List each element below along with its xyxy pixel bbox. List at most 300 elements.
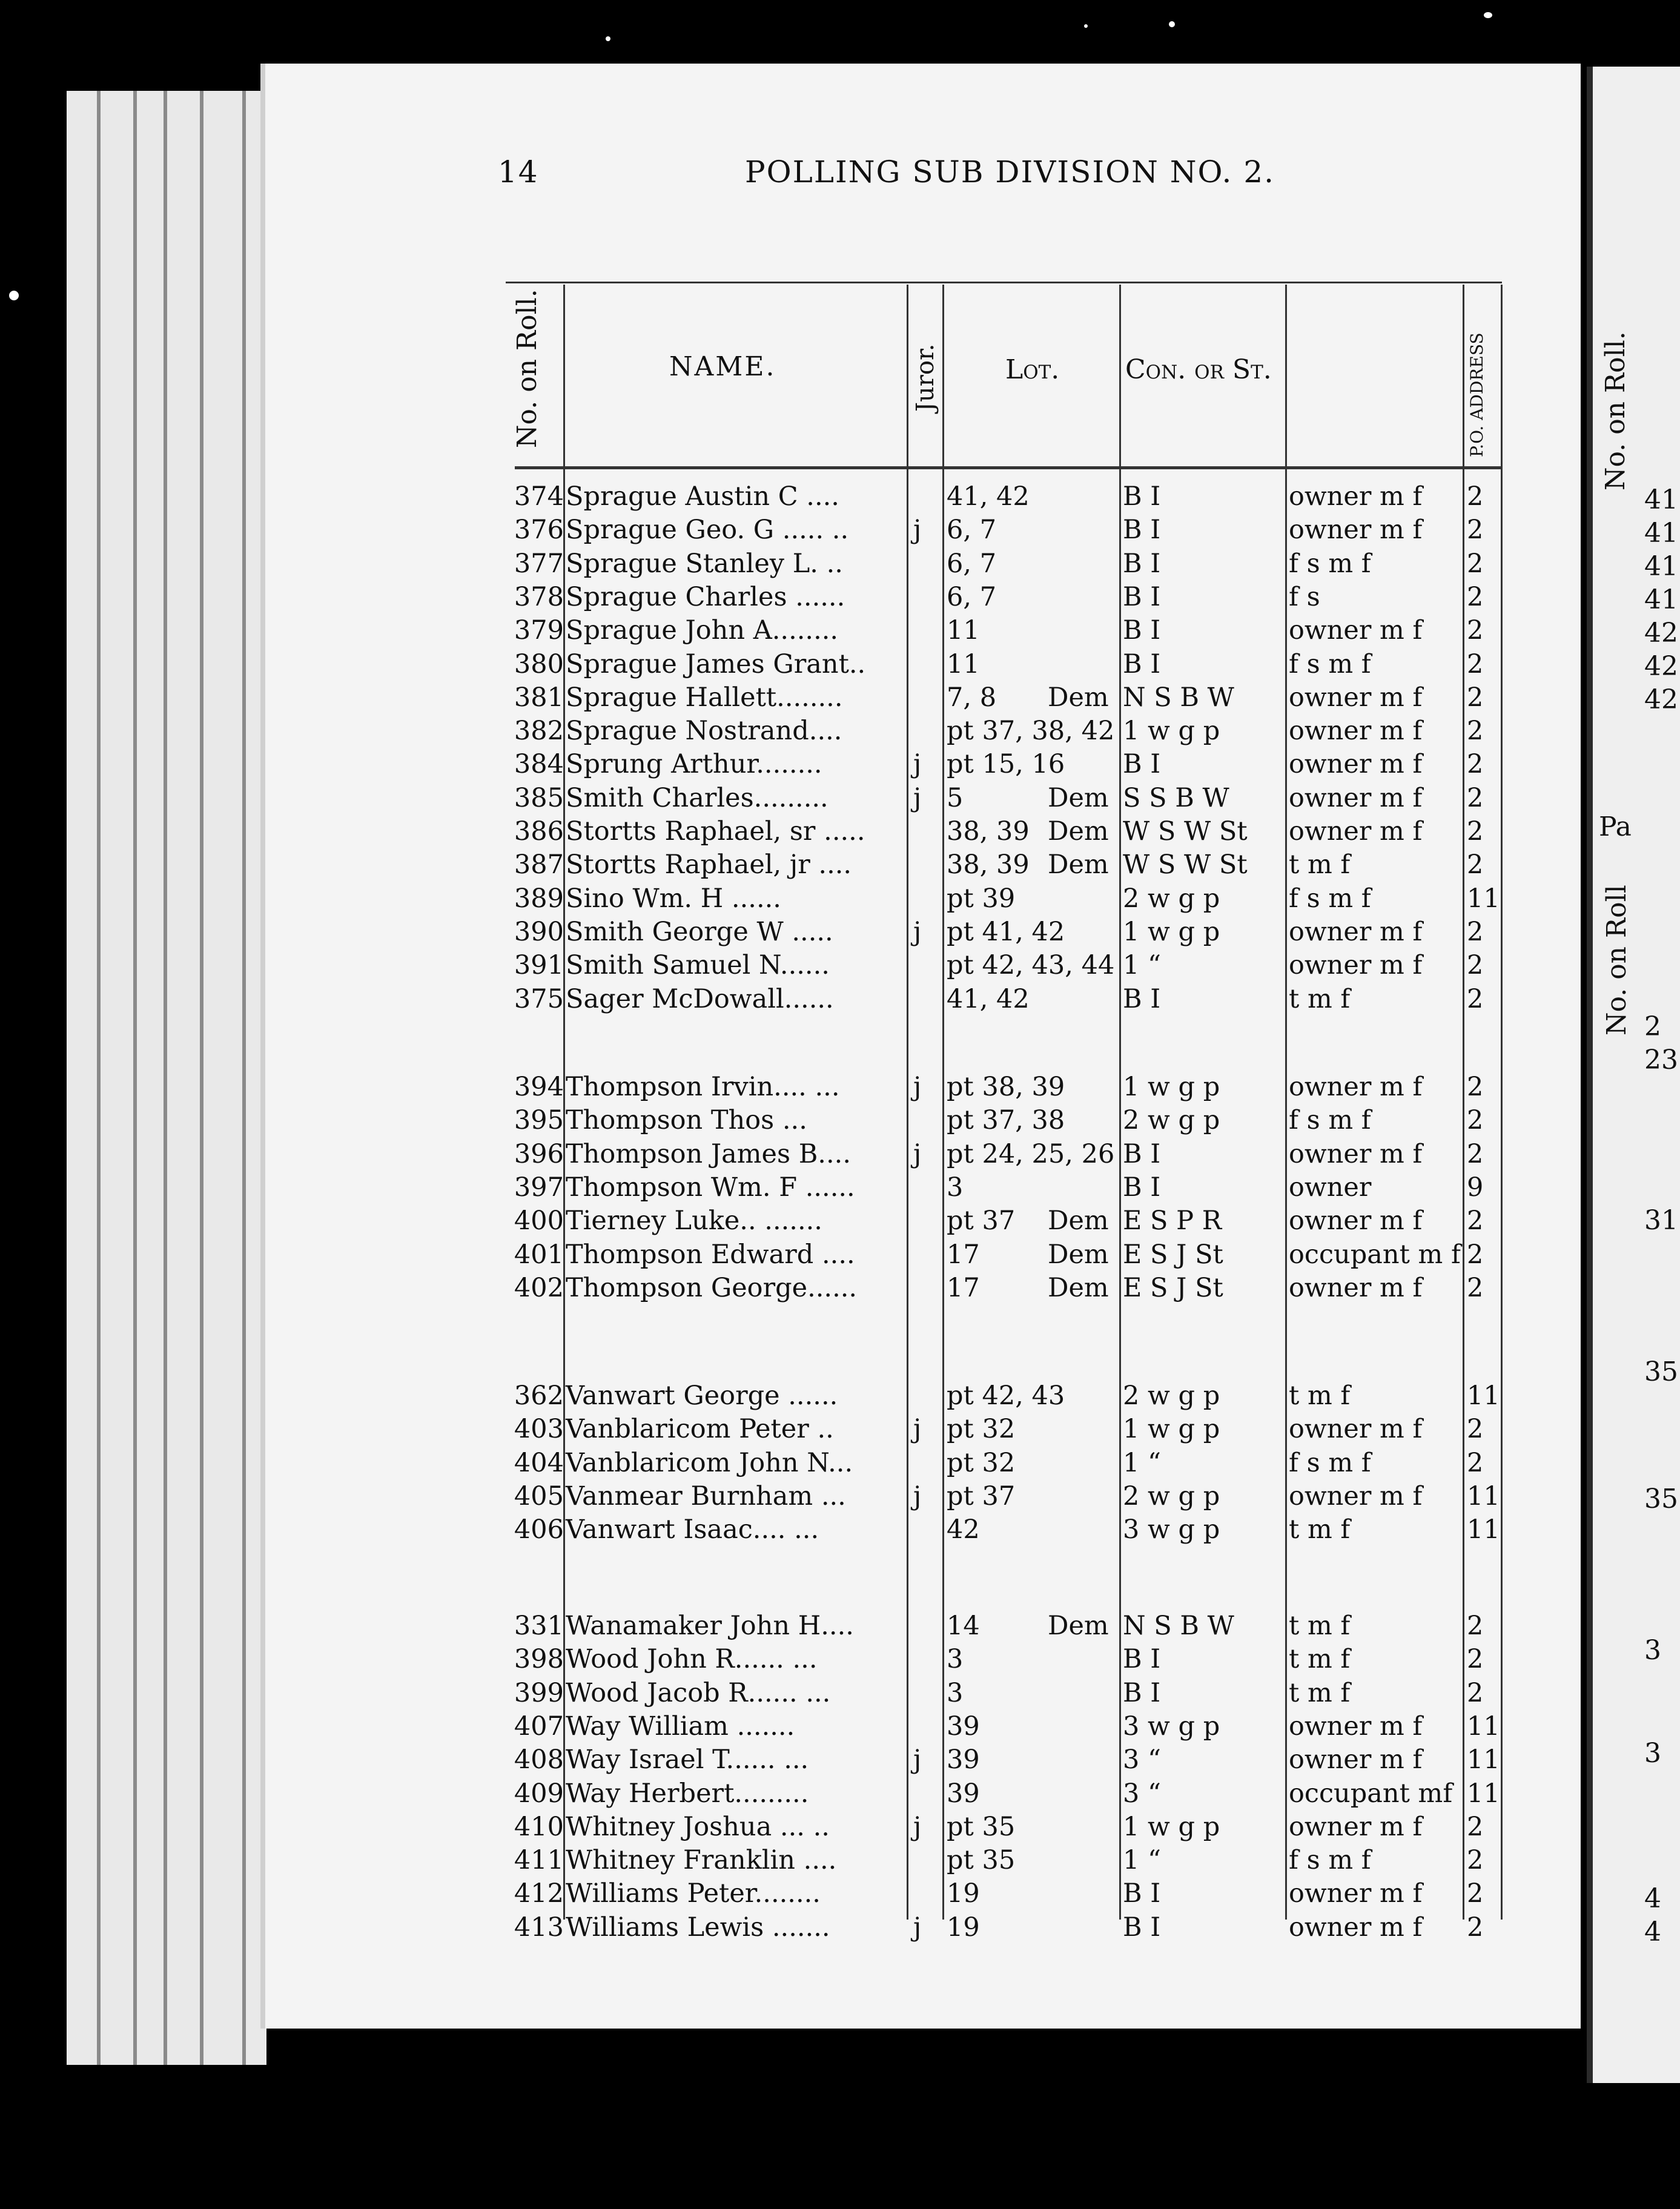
voter-name: Whitney Franklin .... — [566, 1845, 837, 1876]
occupancy: f s m f — [1289, 883, 1371, 914]
po-address: 2 — [1467, 1878, 1484, 1909]
occupancy: owner m f — [1289, 1072, 1423, 1102]
roll-number: 382 — [514, 716, 564, 747]
lot-number: 3 — [947, 1172, 964, 1203]
voter-name: Stortts Raphael, sr ..... — [566, 816, 865, 847]
roll-number: 402 — [514, 1272, 564, 1303]
lot-number: pt 42, 43 — [947, 1381, 1065, 1411]
dem-note: Dem — [1048, 1206, 1109, 1237]
voter-name: Wood Jacob R...... ... — [566, 1677, 831, 1708]
po-address: 11 — [1467, 1514, 1500, 1545]
occupancy: t m f — [1289, 850, 1351, 880]
occupancy: f s m f — [1289, 649, 1371, 679]
table-row — [0, 749, 1674, 783]
concession: B I — [1123, 1644, 1161, 1675]
roll-number: 400 — [514, 1206, 564, 1237]
voter-name: Whitney Joshua ... .. — [566, 1811, 830, 1842]
table-row — [0, 1206, 1674, 1240]
po-address: 2 — [1467, 1845, 1484, 1876]
voter-name: Way William ....... — [566, 1711, 795, 1742]
voter-name: Wanamaker John H.... — [566, 1611, 854, 1641]
roll-number: 378 — [514, 581, 564, 612]
table-row — [0, 1678, 1674, 1712]
occupancy: occupant mf — [1289, 1778, 1453, 1809]
table-row — [0, 1172, 1674, 1206]
occupancy: f s m f — [1289, 1845, 1371, 1876]
occupancy: owner m f — [1289, 816, 1423, 847]
occupancy: f s m f — [1289, 548, 1371, 579]
page-title: POLLING SUB DIVISION NO. 2. — [745, 154, 1275, 190]
lot-number: 39 — [947, 1778, 980, 1809]
table-row — [0, 1072, 1674, 1106]
right-roll-fragment: 41 — [1644, 484, 1678, 515]
concession: B I — [1123, 1912, 1161, 1943]
occupancy: owner m f — [1289, 1272, 1423, 1303]
voter-name: Sino Wm. H ...... — [566, 883, 781, 914]
table-row — [0, 1273, 1674, 1307]
voter-name: Sprague Geo. G ..... .. — [566, 515, 849, 546]
occupancy: t m f — [1289, 983, 1351, 1014]
right-roll-fragment: 35 — [1644, 1484, 1678, 1514]
occupancy: owner m f — [1289, 1206, 1423, 1237]
concession: N S B W — [1123, 1611, 1234, 1641]
po-address: 9 — [1467, 1172, 1484, 1203]
concession: 3 w g p — [1123, 1514, 1220, 1545]
juror-mark: j — [913, 1414, 922, 1445]
roll-number: 386 — [514, 816, 564, 847]
lot-number: pt 32 — [947, 1447, 1016, 1478]
po-address: 11 — [1467, 1711, 1500, 1742]
lot-number: 6, 7 — [947, 581, 997, 612]
lot-number: 17 — [947, 1239, 980, 1270]
table-row — [0, 1611, 1674, 1645]
occupancy: f s — [1289, 581, 1320, 612]
po-address: 2 — [1467, 1811, 1484, 1842]
occupancy: owner m f — [1289, 1138, 1423, 1169]
po-address: 2 — [1467, 548, 1484, 579]
right-roll-fragment: 2 — [1644, 1011, 1661, 1042]
table-row — [0, 1139, 1674, 1173]
dem-note: Dem — [1048, 850, 1109, 880]
right-roll-fragment: 4 — [1644, 1917, 1661, 1947]
table-row — [0, 1414, 1674, 1448]
po-address: 2 — [1467, 1644, 1484, 1675]
lot-number: 39 — [947, 1711, 980, 1742]
dem-note: Dem — [1048, 1239, 1109, 1270]
col-header-juror: Juror. — [911, 343, 939, 412]
table-row — [0, 1644, 1674, 1678]
po-address: 11 — [1467, 1778, 1500, 1809]
roll-number: 401 — [514, 1239, 564, 1270]
right-no-on-roll-header-2: No. on Roll — [1601, 885, 1632, 1035]
table-row — [0, 481, 1674, 515]
table-row — [0, 1514, 1674, 1548]
lot-number: 6, 7 — [947, 548, 997, 579]
occupancy: owner m f — [1289, 1912, 1423, 1943]
voter-name: Sprague James Grant.. — [566, 649, 866, 679]
lot-number: 41, 42 — [947, 983, 1030, 1014]
concession: B I — [1123, 481, 1161, 512]
juror-mark: j — [913, 782, 922, 813]
lot-number: pt 15, 16 — [947, 749, 1065, 780]
occupancy: t m f — [1289, 1677, 1351, 1708]
lot-number: 11 — [947, 615, 980, 646]
table-row — [0, 783, 1674, 817]
juror-mark: j — [913, 1912, 922, 1943]
table-row — [0, 1845, 1674, 1879]
concession: B I — [1123, 548, 1161, 579]
roll-number: 390 — [514, 916, 564, 947]
occupancy: occupant m f — [1289, 1239, 1461, 1270]
top-rule — [506, 282, 1502, 283]
voter-name: Sprague John A........ — [566, 615, 839, 646]
voter-name: Way Herbert......... — [566, 1778, 809, 1809]
right-roll-fragment: 4 — [1644, 1883, 1661, 1914]
concession: 1 “ — [1123, 1447, 1162, 1478]
juror-mark: j — [913, 916, 922, 947]
roll-number: 399 — [514, 1677, 564, 1708]
juror-mark: j — [913, 1138, 922, 1169]
concession: E S P R — [1123, 1206, 1222, 1237]
voter-name: Sprague Charles ...... — [566, 581, 845, 612]
occupancy: owner m f — [1289, 1878, 1423, 1909]
concession: 2 w g p — [1123, 1105, 1220, 1136]
table-row — [0, 850, 1674, 883]
table-row — [0, 582, 1674, 616]
concession: B I — [1123, 749, 1161, 780]
table-row — [0, 549, 1674, 583]
lot-number: pt 37 — [947, 1481, 1016, 1511]
col-header-con: Con. or St. — [1125, 354, 1272, 385]
po-address: 2 — [1467, 515, 1484, 546]
voter-name: Stortts Raphael, jr .... — [566, 850, 852, 880]
voter-name: Thompson Thos ... — [566, 1105, 807, 1136]
roll-number: 384 — [514, 749, 564, 780]
po-address: 11 — [1467, 1745, 1500, 1775]
po-address: 2 — [1467, 1138, 1484, 1169]
right-roll-fragment: 41 — [1644, 584, 1678, 615]
concession: B I — [1123, 649, 1161, 679]
roll-number: 404 — [514, 1447, 564, 1478]
concession: E S J St — [1123, 1272, 1223, 1303]
lot-number: pt 41, 42 — [947, 916, 1065, 947]
voter-name: Vanmear Burnham ... — [566, 1481, 846, 1511]
voter-name: Sprague Nostrand.... — [566, 716, 842, 747]
table-row — [0, 615, 1674, 649]
dem-note: Dem — [1048, 1272, 1109, 1303]
voter-name: Vanblaricom John N... — [566, 1447, 853, 1478]
occupancy: owner m f — [1289, 916, 1423, 947]
header-bottom-rule — [515, 466, 1502, 469]
po-address: 2 — [1467, 1105, 1484, 1136]
voter-name: Williams Peter........ — [566, 1878, 821, 1909]
po-address: 2 — [1467, 682, 1484, 713]
table-row — [0, 1448, 1674, 1482]
col-header-lot: Lot. — [1005, 354, 1060, 385]
occupancy: t m f — [1289, 1611, 1351, 1641]
occupancy: owner m f — [1289, 1811, 1423, 1842]
voter-name: Vanblaricom Peter .. — [566, 1414, 834, 1445]
table-row — [0, 1745, 1674, 1778]
voter-name: Vanwart Isaac.... ... — [566, 1514, 819, 1545]
lot-number: 11 — [947, 649, 980, 679]
po-address: 2 — [1467, 1611, 1484, 1641]
occupancy: owner m f — [1289, 782, 1423, 813]
lot-number: pt 37, 38, 42 — [947, 716, 1115, 747]
roll-number: 377 — [514, 548, 564, 579]
roll-number: 407 — [514, 1711, 564, 1742]
roll-number: 395 — [514, 1105, 564, 1136]
po-address: 2 — [1467, 816, 1484, 847]
table-row — [0, 682, 1674, 716]
roll-number: 376 — [514, 515, 564, 546]
po-address: 2 — [1467, 850, 1484, 880]
lot-number: 42 — [947, 1514, 980, 1545]
table-row — [0, 816, 1674, 850]
lot-number: pt 24, 25, 26 — [947, 1138, 1115, 1169]
table-row — [0, 950, 1674, 984]
voter-name: Smith Samuel N...... — [566, 950, 830, 981]
lot-number: 5 — [947, 782, 964, 813]
occupancy: owner m f — [1289, 716, 1423, 747]
roll-number: 389 — [514, 883, 564, 914]
juror-mark: j — [913, 1811, 922, 1842]
right-roll-fragment: 35 — [1644, 1356, 1678, 1387]
lot-number: 14 — [947, 1611, 980, 1641]
dem-note: Dem — [1048, 682, 1109, 713]
lot-number: 17 — [947, 1272, 980, 1303]
occupancy: owner m f — [1289, 1481, 1423, 1511]
col-header-no: No. on Roll. — [512, 289, 543, 448]
lot-number: pt 37, 38 — [947, 1105, 1065, 1136]
right-roll-fragment: 42 — [1644, 684, 1678, 715]
concession: B I — [1123, 515, 1161, 546]
po-address: 2 — [1467, 1414, 1484, 1445]
lot-number: pt 37 — [947, 1206, 1016, 1237]
roll-number: 410 — [514, 1811, 564, 1842]
po-address: 11 — [1467, 1381, 1500, 1411]
concession: B I — [1123, 1172, 1161, 1203]
concession: 2 w g p — [1123, 883, 1220, 914]
voter-name: Smith Charles......... — [566, 782, 828, 813]
right-roll-fragment: 31 — [1644, 1205, 1678, 1236]
lot-number: 19 — [947, 1912, 980, 1943]
right-roll-fragment: 3 — [1644, 1635, 1661, 1666]
dem-note: Dem — [1048, 1611, 1109, 1641]
table-row — [0, 917, 1674, 951]
occupancy: owner m f — [1289, 515, 1423, 546]
po-address: 2 — [1467, 749, 1484, 780]
lot-number: 7, 8 — [947, 682, 997, 713]
right-roll-fragment: 3 — [1644, 1738, 1661, 1769]
lot-number: 6, 7 — [947, 515, 997, 546]
table-row — [0, 984, 1674, 1018]
lot-number: 19 — [947, 1878, 980, 1909]
right-roll-fragment: 41 — [1644, 551, 1678, 582]
lot-number: 3 — [947, 1644, 964, 1675]
concession: W S W St — [1123, 816, 1248, 847]
concession: 1 “ — [1123, 1845, 1162, 1876]
voter-name: Vanwart George ...... — [566, 1381, 838, 1411]
roll-number: 362 — [514, 1381, 564, 1411]
concession: 1 w g p — [1123, 916, 1220, 947]
table-row — [0, 1878, 1674, 1912]
concession: B I — [1123, 1677, 1161, 1708]
table-row — [0, 1240, 1674, 1273]
occupancy: owner m f — [1289, 682, 1423, 713]
occupancy: f s m f — [1289, 1447, 1371, 1478]
roll-number: 331 — [514, 1611, 564, 1641]
roll-number: 411 — [514, 1845, 564, 1876]
occupancy: owner m f — [1289, 1414, 1423, 1445]
po-address: 2 — [1467, 615, 1484, 646]
roll-number: 413 — [514, 1912, 564, 1943]
juror-mark: j — [913, 749, 922, 780]
voter-name: Way Israel T...... ... — [566, 1745, 809, 1775]
lot-number: 3 — [947, 1677, 964, 1708]
concession: 3 “ — [1123, 1745, 1162, 1775]
roll-number: 406 — [514, 1514, 564, 1545]
col-header-name: NAME. — [669, 351, 776, 382]
po-address: 2 — [1467, 649, 1484, 679]
concession: B I — [1123, 1878, 1161, 1909]
voter-name: Sprague Austin C .... — [566, 481, 839, 512]
roll-number: 412 — [514, 1878, 564, 1909]
voter-name: Williams Lewis ....... — [566, 1912, 830, 1943]
voter-name: Wood John R...... ... — [566, 1644, 818, 1675]
concession: 2 w g p — [1123, 1481, 1220, 1511]
po-address: 2 — [1467, 782, 1484, 813]
po-address: 2 — [1467, 581, 1484, 612]
table-row — [0, 515, 1674, 549]
occupancy: owner m f — [1289, 481, 1423, 512]
table-row — [0, 1711, 1674, 1745]
lot-number: 41, 42 — [947, 481, 1030, 512]
occupancy: owner — [1289, 1172, 1372, 1203]
roll-number: 380 — [514, 649, 564, 679]
voter-name: Thompson Edward .... — [566, 1239, 855, 1270]
juror-mark: j — [913, 1745, 922, 1775]
po-address: 2 — [1467, 1912, 1484, 1943]
po-address: 2 — [1467, 481, 1484, 512]
roll-number: 408 — [514, 1745, 564, 1775]
right-roll-fragment: 41 — [1644, 518, 1678, 549]
concession: B I — [1123, 983, 1161, 1014]
right-roll-fragment: 42 — [1644, 618, 1678, 649]
table-row — [0, 883, 1674, 917]
occupancy: t m f — [1289, 1644, 1351, 1675]
right-roll-fragment: 23 — [1644, 1045, 1678, 1075]
right-part-label: Pa — [1599, 811, 1632, 842]
roll-number: 403 — [514, 1414, 564, 1445]
po-address: 2 — [1467, 950, 1484, 981]
po-address: 2 — [1467, 716, 1484, 747]
roll-number: 387 — [514, 850, 564, 880]
concession: E S J St — [1123, 1239, 1223, 1270]
lot-number: pt 38, 39 — [947, 1072, 1065, 1102]
lot-number: pt 35 — [947, 1811, 1016, 1842]
occupancy: owner m f — [1289, 1745, 1423, 1775]
roll-number: 385 — [514, 782, 564, 813]
po-address: 11 — [1467, 883, 1500, 914]
lot-number: pt 32 — [947, 1414, 1016, 1445]
lot-number: 38, 39 — [947, 850, 1030, 880]
occupancy: owner m f — [1289, 950, 1423, 981]
concession: 1 w g p — [1123, 1072, 1220, 1102]
occupancy: t m f — [1289, 1514, 1351, 1545]
roll-number: 394 — [514, 1072, 564, 1102]
roll-number: 391 — [514, 950, 564, 981]
juror-mark: j — [913, 1481, 922, 1511]
voter-name: Smith George W ..... — [566, 916, 833, 947]
col-header-po: P.O. ADDRESS — [1467, 332, 1487, 457]
voter-name: Thompson Wm. F ...... — [566, 1172, 855, 1203]
juror-mark: j — [913, 515, 922, 546]
concession: 1 w g p — [1123, 716, 1220, 747]
po-address: 2 — [1467, 1072, 1484, 1102]
table-row — [0, 1381, 1674, 1415]
roll-number: 398 — [514, 1644, 564, 1675]
table-row — [0, 716, 1674, 750]
lot-number: pt 35 — [947, 1845, 1016, 1876]
dem-note: Dem — [1048, 816, 1109, 847]
po-address: 2 — [1467, 1239, 1484, 1270]
concession: 1 “ — [1123, 950, 1162, 981]
concession: B I — [1123, 581, 1161, 612]
voter-name: Tierney Luke.. ....... — [566, 1206, 822, 1237]
table-row — [0, 1105, 1674, 1139]
table-row — [0, 1481, 1674, 1515]
voter-name: Thompson George...... — [566, 1272, 858, 1303]
table-row — [0, 1812, 1674, 1846]
concession: S S B W — [1123, 782, 1229, 813]
concession: B I — [1123, 615, 1161, 646]
voter-name: Sprague Stanley L. .. — [566, 548, 843, 579]
roll-number: 409 — [514, 1778, 564, 1809]
roll-number: 381 — [514, 682, 564, 713]
voter-name: Sager McDowall...... — [566, 983, 834, 1014]
roll-number: 375 — [514, 983, 564, 1014]
occupancy: t m f — [1289, 1381, 1351, 1411]
concession: 3 “ — [1123, 1778, 1162, 1809]
lot-number: pt 42, 43, 44 — [947, 950, 1115, 981]
voter-name: Thompson James B.... — [566, 1138, 851, 1169]
concession: W S W St — [1123, 850, 1248, 880]
po-address: 2 — [1467, 1272, 1484, 1303]
po-address: 2 — [1467, 1677, 1484, 1708]
roll-number: 379 — [514, 615, 564, 646]
dem-note: Dem — [1048, 782, 1109, 813]
table-row — [0, 1912, 1674, 1946]
right-roll-fragment: 42 — [1644, 651, 1678, 682]
roll-number: 374 — [514, 481, 564, 512]
occupancy: f s m f — [1289, 1105, 1371, 1136]
occupancy: owner m f — [1289, 749, 1423, 780]
voter-name: Sprung Arthur........ — [566, 749, 822, 780]
po-address: 2 — [1467, 916, 1484, 947]
concession: B I — [1123, 1138, 1161, 1169]
po-address: 2 — [1467, 983, 1484, 1014]
table-row — [0, 649, 1674, 683]
roll-number: 405 — [514, 1481, 564, 1511]
concession: 1 w g p — [1123, 1811, 1220, 1842]
concession: N S B W — [1123, 682, 1234, 713]
juror-mark: j — [913, 1072, 922, 1102]
right-no-on-roll-header: No. on Roll. — [1600, 331, 1631, 490]
concession: 1 w g p — [1123, 1414, 1220, 1445]
concession: 3 w g p — [1123, 1711, 1220, 1742]
occupancy: owner m f — [1289, 615, 1423, 646]
